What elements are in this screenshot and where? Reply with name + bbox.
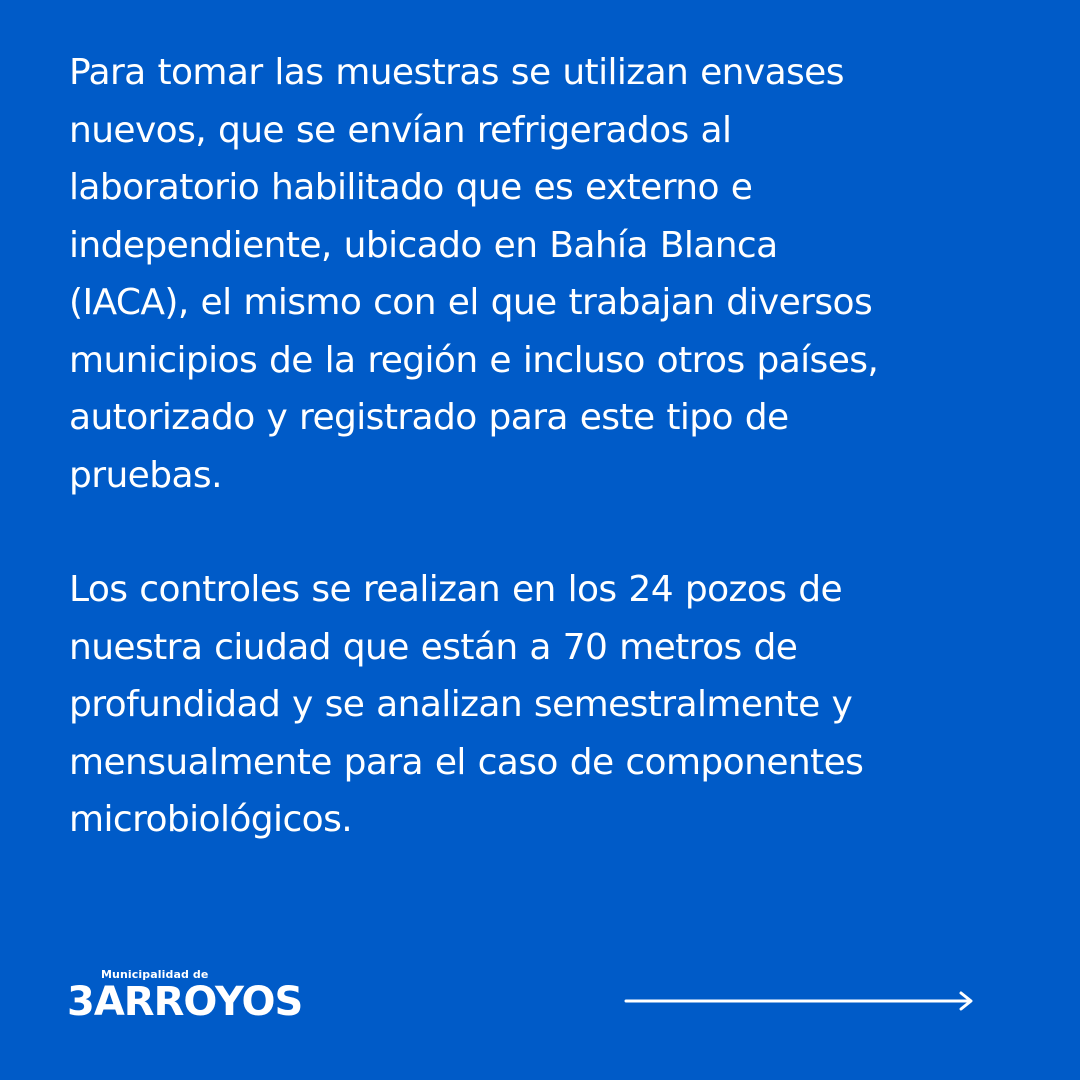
logo-name: 3ARROYOS xyxy=(67,979,303,1025)
arrow-right-icon[interactable] xyxy=(624,990,976,1012)
post-content xyxy=(69,44,1029,849)
logo-subtitle: Municipalidad de xyxy=(101,968,209,981)
paragraph-controls: Los controles se realizan en los 24 pozos de nuestra ciudad que están a 70 metros de profundidad y se analizan semestralmente y mensualmente para el caso de componentes microbiológicos. xyxy=(69,569,864,840)
paragraph-sampling: Para tomar las muestras se utilizan envases nuevos, que se envían refrigerados al laboratorio habilitado que es externo e independiente, ubicado en Bahía Blanca (IACA), el mismo con el que trabajan diversos municipios de la región e incluso otros países, autorizado y registrado para este tipo de pruebas. xyxy=(69,52,879,496)
municipality-logo xyxy=(67,966,303,1026)
